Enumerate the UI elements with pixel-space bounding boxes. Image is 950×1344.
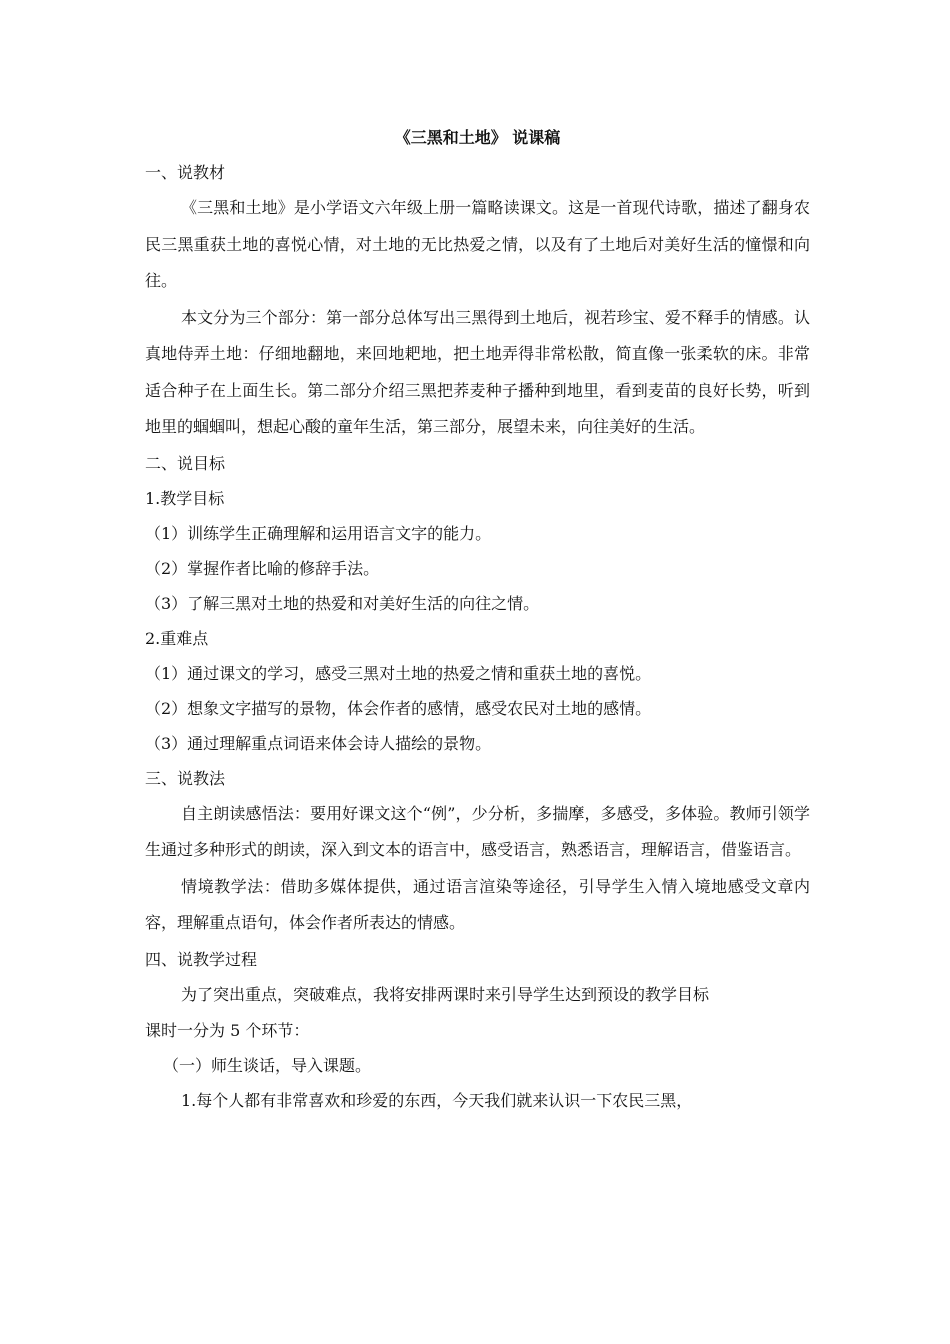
lesson-step-line: 1.每个人都有非常喜欢和珍爱的东西，今天我们就来认识一下农民三黑， bbox=[181, 1091, 693, 1110]
lesson-step-heading: （一）师生谈话，导入课题。 bbox=[163, 1056, 372, 1075]
section-heading-1: 一、说教材 bbox=[145, 163, 226, 182]
key-point-item-3: （3）通过理解重点词语来体会诗人描绘的景物。 bbox=[145, 733, 492, 753]
goal-item-2: （2）掌握作者比喻的修辞手法。 bbox=[145, 558, 380, 578]
section-heading-2: 二、说目标 bbox=[145, 453, 226, 473]
paragraph-4: 情境教学法：借助多媒体提供，通过语言渲染等途径，引导学生入情入境地感受文章内容，理解重点语句，体会作者所表达的情感。 bbox=[145, 876, 810, 932]
section-heading-3: 三、说教法 bbox=[145, 768, 226, 788]
goal-item-1: （1）训练学生正确理解和运用语言文字的能力。 bbox=[145, 523, 492, 543]
section-heading-4: 四、说教学过程 bbox=[145, 949, 258, 969]
key-point-item-1: （1）通过课文的学习，感受三黑对土地的热爱之情和重获土地的喜悦。 bbox=[145, 663, 652, 683]
paragraph-1: 《三黑和土地》是小学语文六年级上册一篇略读课文。这是一首现代诗歌，描述了翻身农民三黑重获土地的喜悦心情，对土地的无比热爱之情，以及有了土地后对美好生活的憧憬和向往。 bbox=[145, 198, 810, 290]
paragraph-3: 自主朗读感悟法：要用好课文这个“例”，少分析，多揣摩，多感受，多体验。教师引领学生通过多种形式的朗读，深入到文本的语言中，感受语言，熟悉语言，理解语言，借鉴语言。 bbox=[145, 803, 810, 859]
document-title: 《三黑和土地》 说课稿 bbox=[394, 128, 561, 147]
paragraph-5: 为了突出重点，突破难点，我将安排两课时来引导学生达到预设的教学目标 bbox=[181, 984, 710, 1004]
paragraph-2: 本文分为三个部分：第一部分总体写出三黑得到土地后，视若珍宝、爱不释手的情感。认真地侍弄土地：仔细地翻地，来回地耙地，把土地弄得非常松散，简直像一张柔软的床。非常适合种子在上面生长。第二部分介绍三黑把荞麦种子播种到地里，看到麦苗的良好长势，听到地里的蝈蝈叫，想起心酸的童年生活，第三部分，展望未来，向往美好的生活。 bbox=[145, 307, 810, 436]
lesson-one-intro: 课时一分为 5 个环节： bbox=[145, 1021, 310, 1040]
goal-item-3: （3）了解三黑对土地的热爱和对美好生活的向往之情。 bbox=[145, 593, 540, 613]
key-point-item-2: （2）想象文字描写的景物，体会作者的感情，感受农民对土地的感情。 bbox=[145, 698, 652, 718]
subheading-key-points: 2.重难点 bbox=[145, 628, 209, 648]
subheading-teaching-goals: 1.教学目标 bbox=[145, 488, 225, 508]
